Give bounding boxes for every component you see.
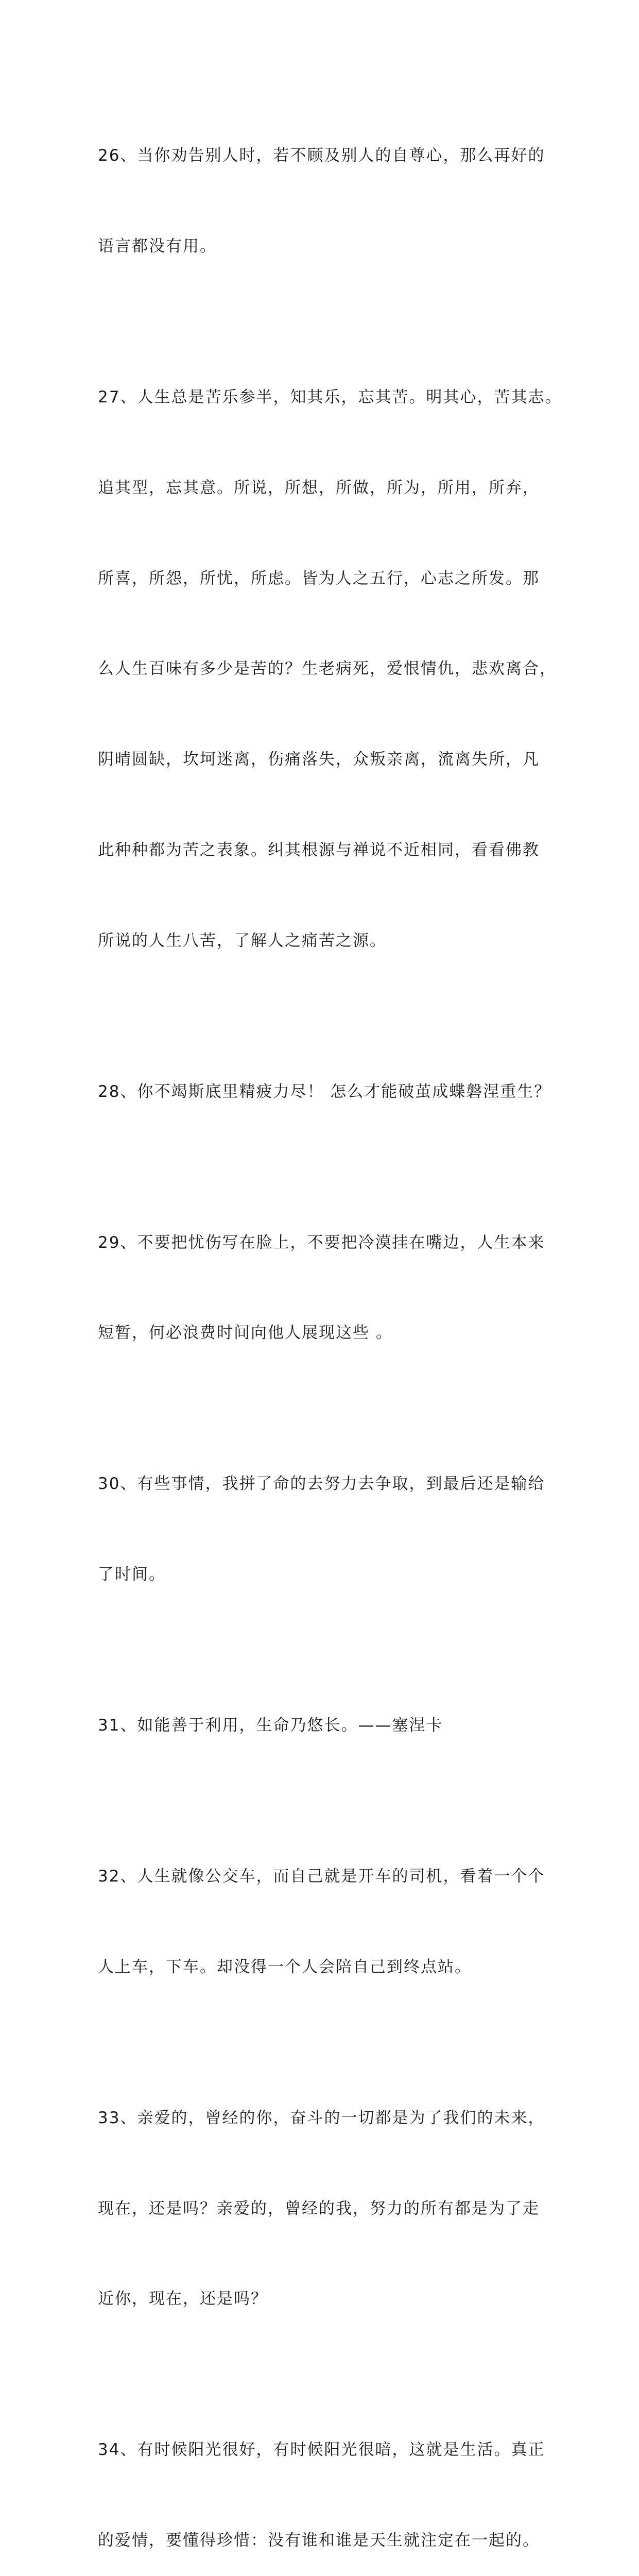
text-line: 27、人生总是苦乐参半，知其乐，忘其苦。明其心，苦其志。 bbox=[98, 387, 562, 406]
text-line: 所喜，所怨，所忧，所虑。皆为人之五行，心志之所发。那 bbox=[98, 569, 540, 588]
entry-31 bbox=[98, 1650, 557, 1801]
entry-26 bbox=[98, 80, 557, 322]
text-line: 人上车，下车。却没得一个人会陪自己到终点站。 bbox=[98, 1957, 472, 1976]
entry-29 bbox=[98, 1167, 557, 1409]
text-line: 近你，现在，还是吗？ bbox=[98, 2290, 268, 2309]
entry-33 bbox=[98, 2043, 557, 2375]
text-line: 的爱情，要懂得珍惜：没有谁和谁是天生就注定在一起的。 bbox=[98, 2531, 540, 2550]
text-line: 32、人生就像公交车，而自己就是开车的司机，看着一个个 bbox=[98, 1867, 545, 1886]
text-line: 34、有时候阳光很好，有时候阳光很暗，这就是生活。真正 bbox=[98, 2441, 545, 2460]
text-line: 33、亲爱的，曾经的你，奋斗的一切都是为了我们的未来， bbox=[98, 2108, 545, 2127]
text-line: 29、不要把忧伤写在脸上，不要把冷漠挂在嘴边，人生本来 bbox=[98, 1233, 545, 1252]
text-line: 追其型，忘其意。所说，所想，所做，所为，所用，所弃， bbox=[98, 478, 540, 497]
text-line: 短暂，何必浪费时间向他人展现这些 。 bbox=[98, 1324, 393, 1343]
entry-32 bbox=[98, 1801, 557, 2043]
text-line: 了时间。 bbox=[98, 1565, 166, 1584]
entry-30 bbox=[98, 1409, 557, 1650]
text-line: 28、你不竭斯底里精疲力尽！ 怎么才能破茧成蝶磐涅重生？ bbox=[98, 1082, 551, 1101]
entry-28 bbox=[98, 1016, 557, 1167]
text-line: 30、有些事情，我拼了命的去努力去争取，到最后还是输给 bbox=[98, 1475, 545, 1494]
entry-34 bbox=[98, 2375, 557, 2576]
text-line: 31、如能善于利用，生命乃悠长。——塞涅卡 bbox=[98, 1716, 443, 1735]
text-line: 所说的人生八苦，了解人之痛苦之源。 bbox=[98, 931, 387, 950]
text-line: 26、当你劝告别人时，若不顾及别人的自尊心，那么再好的 bbox=[98, 146, 545, 165]
text-line: 么人生百味有多少是苦的？生老病死，爱恨情仇，悲欢离合， bbox=[98, 659, 557, 679]
text-line: 语言都没有用。 bbox=[98, 236, 217, 256]
text-line: 阴晴圆缺，坎坷迷离，伤痛落失，众叛亲离，流离失所，凡 bbox=[98, 750, 540, 769]
text-line: 现在，还是吗？亲爱的，曾经的我，努力的所有都是为了走 bbox=[98, 2199, 540, 2218]
text-line: 此种种都为苦之表象。纠其根源与禅说不近相同，看看佛教 bbox=[98, 840, 540, 859]
entry-27 bbox=[98, 322, 562, 1016]
